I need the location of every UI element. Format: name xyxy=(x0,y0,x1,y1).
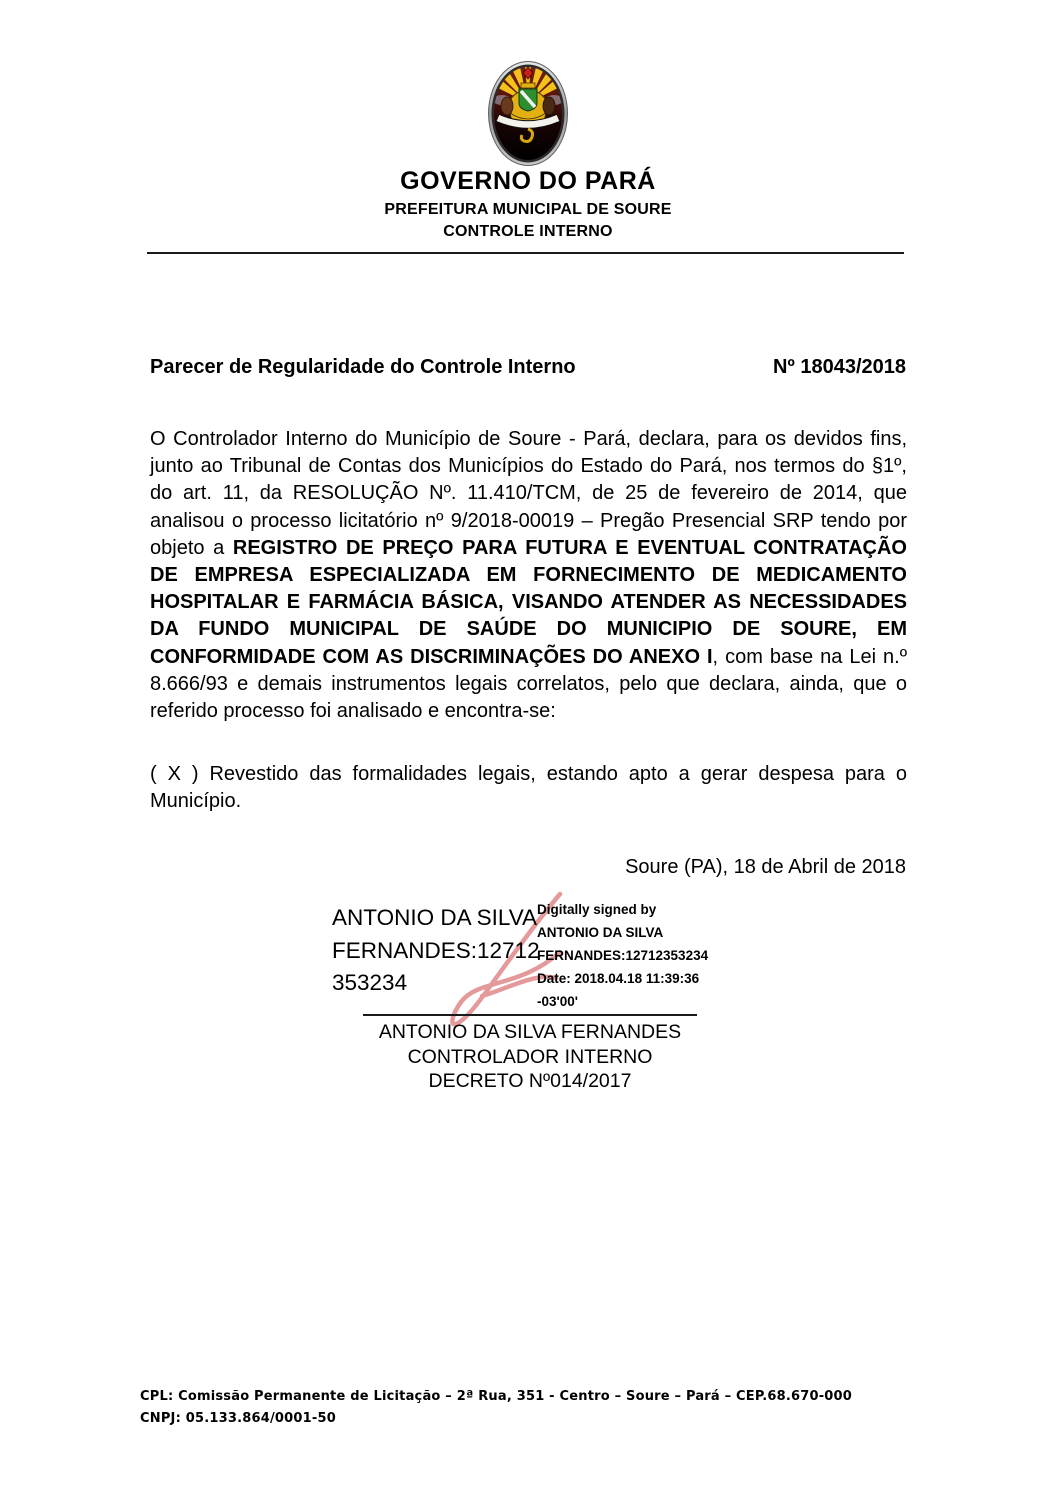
digital-signature-block xyxy=(332,890,752,1030)
document-heading: Parecer de Regularidade do Controle Interno xyxy=(150,356,576,378)
signature-details-line4: Date: 2018.04.18 11:39:36 xyxy=(537,971,700,986)
signature-big-name-line2: FERNANDES:12712 xyxy=(332,937,540,963)
paragraph-part3: , com base na Lei n.º 8.666/93 e demais instrumentos legais correlatos, pelo que declara, ainda, que o referido processo foi analisado e encontra-se: xyxy=(150,645,907,723)
signature-details-line3: FERNANDES:12712353234 xyxy=(537,948,709,963)
signature-details-line5: -03'00' xyxy=(537,994,578,1009)
page-footer xyxy=(140,1386,920,1430)
signature-big-name-line3: 353234 xyxy=(332,970,408,995)
para-coat-of-arms-icon xyxy=(488,61,568,166)
org-subtitle-controle: CONTROLE INTERNO xyxy=(443,223,613,240)
paragraph-part1: O Controlador Interno do Município de Soure - Pará, declara, para os devidos fins, junto ao Tribunal de Contas dos Municípios do Estado do Pará, nos termos do §1º, do art. 11, da RESOLUÇÃO Nº. 11.410/TCM, de 25 de fevereiro de 2014, que analisou o processo licitatório nº 9/2018-00019 – Pregão Presencial SRP tendo por objeto a xyxy=(150,428,907,559)
signature-details-line2: ANTONIO DA SILVA xyxy=(537,925,664,940)
main-paragraph xyxy=(150,426,907,725)
signer-name: ANTONIO DA SILVA FERNANDES xyxy=(378,1021,682,1043)
org-title: GOVERNO DO PARÁ xyxy=(400,167,656,195)
footer-address: CPL: Comissão Permanente de Licitação – 2ª Rua, 351 - Centro – Soure – Pará – CEP.68.670-000 xyxy=(140,1389,853,1404)
document-title-row xyxy=(150,356,906,379)
checkbox-statement: ( X ) Revestido das formalidades legais, estando apto a gerar despesa para o Município. xyxy=(150,763,907,813)
date-line: Soure (PA), 18 de Abril de 2018 xyxy=(625,856,906,878)
letterhead xyxy=(150,169,906,246)
signature-line xyxy=(363,1014,697,1016)
document-number: Nº 18043/2018 xyxy=(773,356,906,378)
signature-big-name xyxy=(332,902,540,1000)
signer-role: CONTROLADOR INTERNO xyxy=(407,1045,653,1068)
signature-details-line1: Digitally signed by xyxy=(537,902,657,917)
footer-cnpj: CNPJ: 05.133.864/0001-50 xyxy=(140,1411,336,1426)
paragraph-object-bold: REGISTRO DE PREÇO PARA FUTURA E EVENTUAL CONTRATAÇÃO DE EMPRESA ESPECIALIZADA EM FORNECIMENTO DE MEDICAMENTO HOSPITALAR E FARMÁCIA BÁSICA, VISANDO ATENDER AS NECESSIDADES DA FUNDO MUNICIPAL DE SAÚDE DO MUNICIPIO DE SOURE, EM CONFORMIDADE COM AS DISCRIMINAÇÕES DO ANEXO I xyxy=(150,536,907,668)
signer-identification xyxy=(280,1020,780,1094)
signature-details xyxy=(537,898,708,1013)
header-divider xyxy=(147,252,904,254)
signature-big-name-line1: ANTONIO DA SILVA xyxy=(332,905,538,930)
org-subtitle-prefeitura: PREFEITURA MUNICIPAL DE SOURE xyxy=(384,201,672,218)
signer-decree: DECRETO Nº014/2017 xyxy=(428,1070,632,1092)
